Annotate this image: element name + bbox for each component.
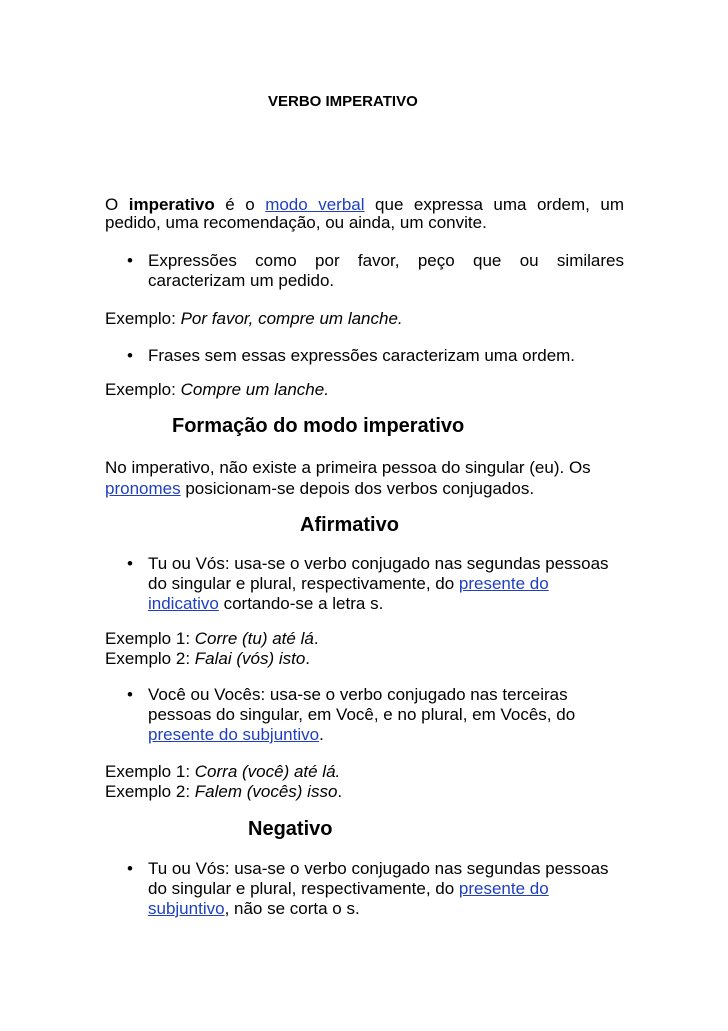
heading-formacao: Formação do modo imperativo — [172, 415, 465, 437]
afirm-bullet1-line-1: Tu ou Vós: usa-se o verbo conjugado nas segundas pessoas — [148, 554, 609, 573]
bullet-text: , não se corta o s. — [224, 899, 360, 918]
afirm-example-4 — [105, 781, 342, 802]
heading-afirmativo: Afirmativo — [300, 514, 399, 536]
example-text: Falai (vós) isto — [194, 649, 306, 668]
example-1 — [105, 308, 403, 329]
example-label: Exemplo 2: — [105, 782, 195, 801]
neg-bullet1-line-2 — [148, 878, 549, 899]
example-text: Falem (vocês) isso — [194, 782, 338, 801]
bullet1-line-2: caracterizam um pedido. — [148, 271, 335, 290]
bullet-marker — [127, 553, 133, 574]
example-label: Exemplo: — [105, 380, 181, 399]
afirm-example-2 — [105, 648, 310, 669]
pronomes-link[interactable]: pronomes — [105, 479, 181, 498]
document-title: VERBO IMPERATIVO — [268, 93, 418, 110]
afirm-bullet2-line-3 — [148, 724, 324, 745]
intro-bold-term: imperativo — [128, 195, 215, 214]
intro-word: que expressa uma ordem, um — [375, 195, 624, 214]
example-2 — [105, 379, 329, 400]
afirm-bullet1-line-3 — [148, 593, 383, 614]
neg-bullet1-line-3 — [148, 898, 360, 919]
example-text: Corre (tu) até lá — [194, 629, 314, 648]
intro-line-2: pedido, uma recomendação, ou ainda, um convite. — [105, 213, 487, 232]
afirm-example-1 — [105, 628, 319, 649]
formacao-line-2 — [105, 478, 534, 499]
bullet-marker — [127, 250, 133, 271]
bullet-marker — [127, 858, 133, 879]
afirm-bullet2-line-2: pessoas do singular, em Você, e no plural, em Vocês, do — [148, 705, 576, 724]
bullet-marker — [127, 345, 133, 366]
example-text: Corra (você) até lá. — [194, 762, 341, 781]
bullet-text: do singular e plural, respectivamente, do — [148, 879, 459, 898]
example-label: Exemplo 2: — [105, 649, 195, 668]
example-text: Por favor, compre um lanche. — [180, 309, 403, 328]
heading-negativo: Negativo — [248, 818, 333, 840]
example-label: Exemplo 1: — [105, 629, 195, 648]
bullet-marker — [127, 684, 133, 705]
presente-do-subjuntivo-link-2[interactable]: presente do — [458, 879, 549, 898]
example-end: . — [305, 649, 311, 668]
afirm-bullet1-line-2 — [148, 573, 549, 594]
indicativo-link[interactable]: indicativo — [148, 594, 219, 613]
bullet-text: cortando-se a letra s. — [218, 594, 384, 613]
bullet-text: . — [319, 725, 324, 744]
example-end: . — [313, 629, 319, 648]
neg-bullet1-line-1: Tu ou Vós: usa-se o verbo conjugado nas segundas pessoas — [148, 859, 609, 878]
subjuntivo-link[interactable]: subjuntivo — [148, 899, 225, 918]
presente-do-subjuntivo-link[interactable]: presente do subjuntivo — [148, 725, 320, 744]
formacao-line-1: No imperativo, não existe a primeira pessoa do singular (eu). Os — [105, 458, 591, 477]
presente-do-indicativo-link[interactable]: presente do — [458, 574, 549, 593]
bullet-text: do singular e plural, respectivamente, do — [148, 574, 459, 593]
modo-verbal-link[interactable]: modo verbal — [265, 195, 365, 214]
afirm-example-3 — [105, 761, 340, 782]
intro-word: O — [105, 195, 119, 214]
bullet1-line-1: Expressões como por favor, peço que ou similares — [148, 251, 624, 270]
example-end: . — [337, 782, 343, 801]
formacao-text: posicionam-se depois dos verbos conjugados. — [180, 479, 535, 498]
intro-word: é o — [225, 195, 255, 214]
bullet2-line-1: Frases sem essas expressões caracterizam uma ordem. — [148, 346, 576, 365]
afirm-bullet2-line-1: Você ou Vocês: usa-se o verbo conjugado nas terceiras — [148, 685, 568, 704]
example-text: Compre um lanche. — [180, 380, 329, 399]
example-label: Exemplo: — [105, 309, 181, 328]
example-label: Exemplo 1: — [105, 762, 195, 781]
